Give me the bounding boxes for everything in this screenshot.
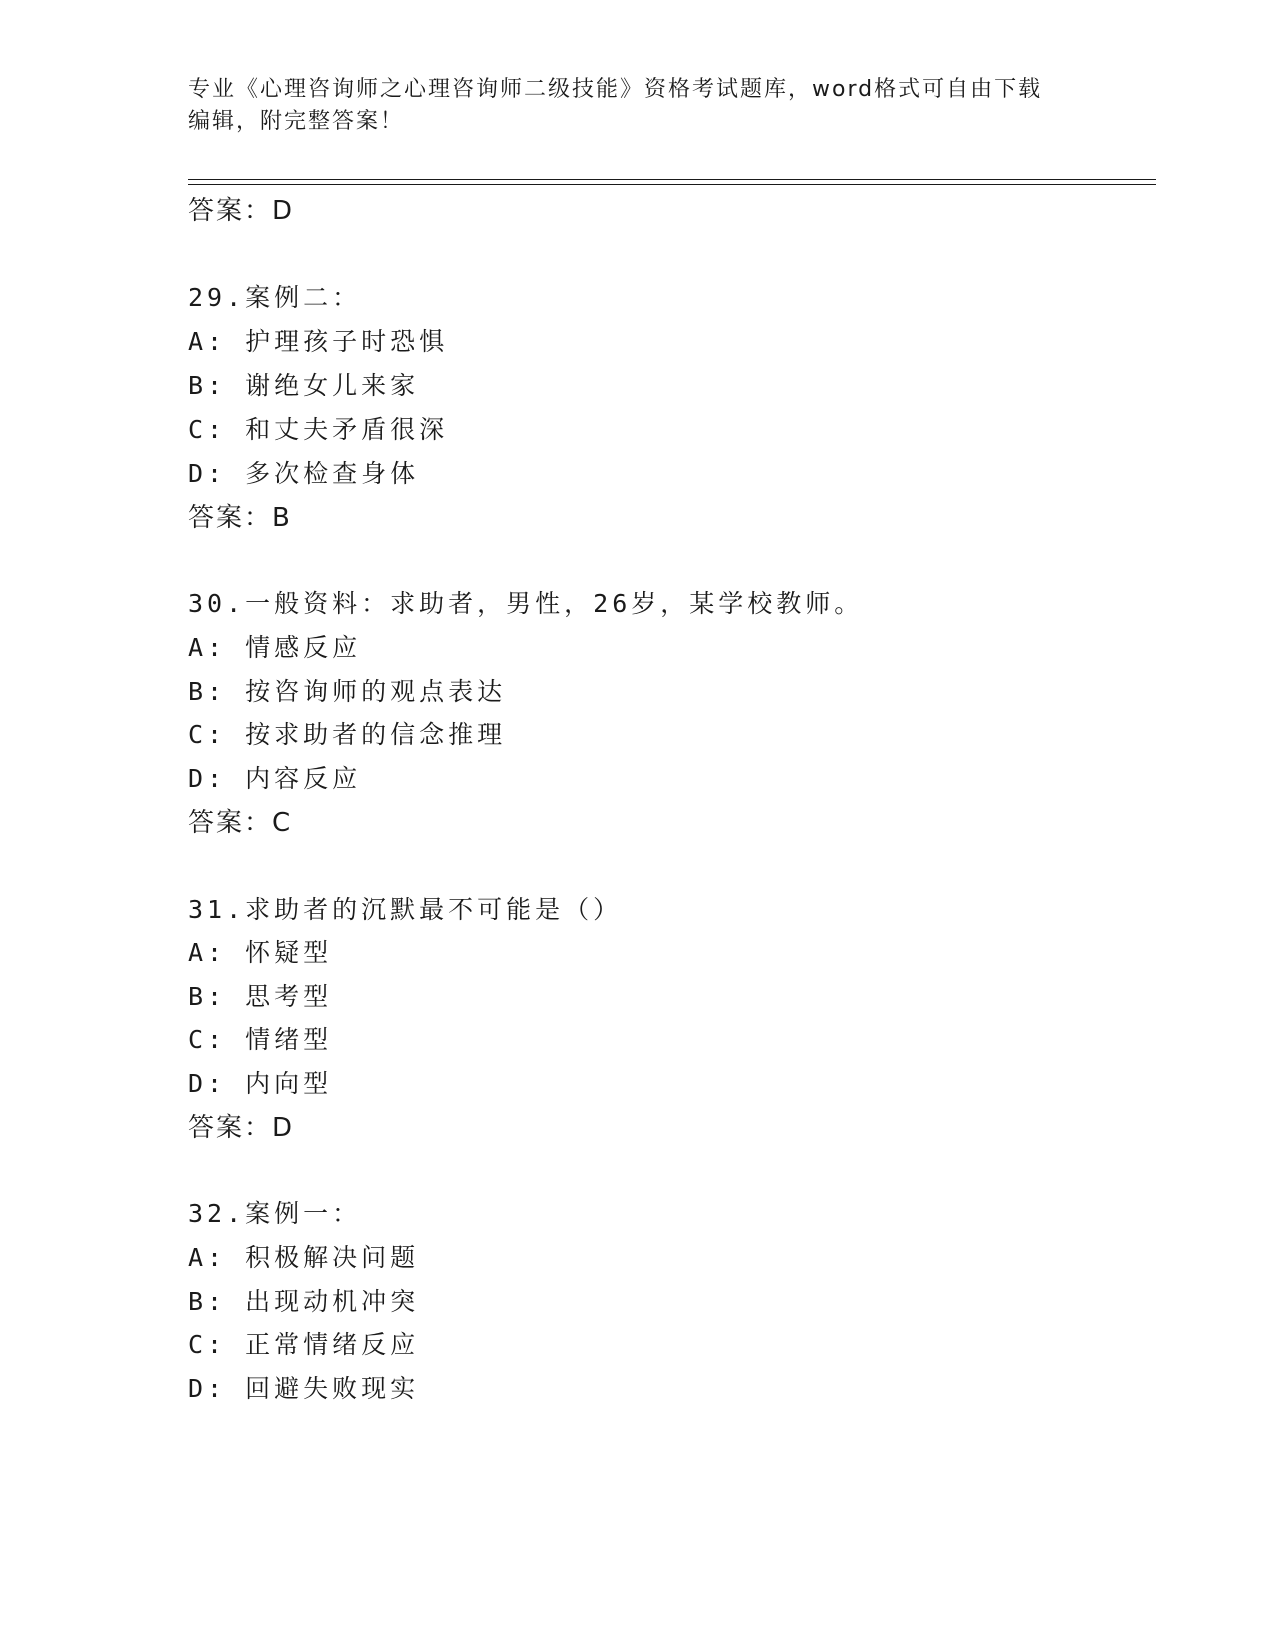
option-c: C: 和丈夫矛盾很深 [188,415,449,444]
option-c: C: 按求助者的信念推理 [188,720,507,749]
option-c: C: 情绪型 [188,1025,333,1054]
option-c: C: 正常情绪反应 [188,1330,420,1359]
option-b: B: 思考型 [188,982,333,1011]
question-stem: 29.案例二： [188,283,362,312]
option-a: A: 积极解决问题 [188,1243,420,1272]
option-a: A: 怀疑型 [188,938,333,967]
question-stem: 30.一般资料：求助者，男性，26岁，某学校教师。 [188,589,864,618]
option-a: A: 护理孩子时恐惧 [188,327,449,356]
header-rule-bottom [188,184,1156,185]
answer-line: 答案：C [188,808,293,838]
header-rule-top [188,179,1156,180]
option-d: D: 回避失败现实 [188,1374,420,1403]
answer-line: 答案：D [188,196,295,226]
header-line-2: 编辑，附完整答案！ [188,109,405,134]
question-stem: 32.案例一： [188,1199,362,1228]
option-a: A: 情感反应 [188,633,362,662]
answer-line: 答案：D [188,1113,295,1143]
option-d: D: 内容反应 [188,764,362,793]
document-header [188,74,1088,138]
header-line-1: 专业《心理咨询师之心理咨询师二级技能》资格考试题库，word格式可自由下载 [188,77,1043,102]
question-stem: 31.求助者的沉默最不可能是（） [188,895,623,924]
option-b: B: 谢绝女儿来家 [188,371,420,400]
answer-line: 答案：B [188,503,292,533]
option-b: B: 出现动机冲突 [188,1287,420,1316]
option-d: D: 内向型 [188,1069,333,1098]
option-d: D: 多次检查身体 [188,459,420,488]
option-b: B: 按咨询师的观点表达 [188,677,507,706]
